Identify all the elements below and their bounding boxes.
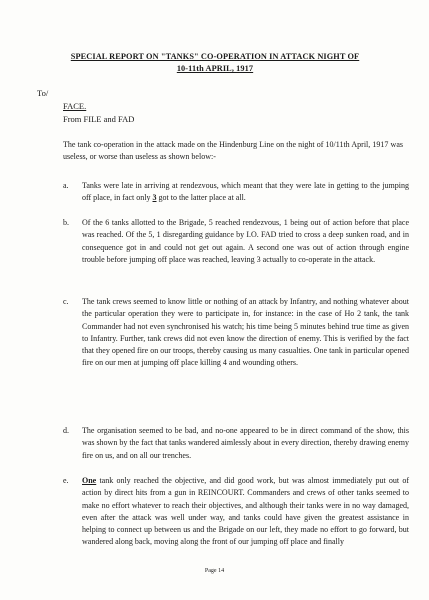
report-title (40, 51, 390, 75)
item-text: Of the 6 tanks allotted to the Brigade, 5 reached rendezvous, 1 being out of action before that place was reached. Of the 5, 1 disregarding guidance by I.O. FAD tried to cross a deep sunken road, and in consequence got in and could not get out again. A second one was out of action through engine trouble before jumping off place was reached, leaving 3 actually to co-operate in the attack. (82, 218, 409, 264)
item-text: One tank only reached the objective, and did good work, but was almost immediately put out of action by direct hits from a gun in REINCOURT. Commanders and crews of other tanks seemed to make no effort whatever to reach their objectives, and although their tanks were in no way damaged, even after the attack was well under way, and tanks could have given the greatest assistance in helping to connect up between us and the Brigade on our left, they made no effort to go forward, but wandered along back, moving along the front of our jumping off place and finally (82, 476, 409, 547)
recipient: FACE. (63, 101, 87, 111)
emphasis: 3 (152, 193, 157, 203)
item-letter: d. (63, 426, 69, 435)
intro-paragraph: The tank co-operation in the attack made on the Hindenburg Line on the night of 10/11th April, 1917 was useless, or worse than useless as shown below:- (63, 140, 403, 162)
item-letter: c. (63, 297, 69, 306)
item-e (63, 475, 409, 549)
item-letter: e. (63, 476, 69, 485)
item-text: The organisation seemed to be bad, and no-one appeared to be in direct command of the show, this was shown by the fact that tanks wandered aimlessly about in every direction, thereby drawing enemy fire on us, and on all our trenches. (82, 426, 410, 460)
item-c (63, 296, 409, 370)
title-line-1: SPECIAL REPORT ON "TANKS" CO-OPERATION IN ATTACK NIGHT OF (70, 52, 360, 61)
to-label: To/ (37, 88, 49, 98)
page-number: Page 14 (204, 568, 225, 574)
item-b (63, 217, 409, 266)
item-text: Tanks were late in arriving at rendezvous, which meant that they were late in getting to the jumping off place, in fact only 3 got to the latter place at all. (82, 181, 409, 203)
item-letter: a. (63, 181, 69, 190)
item-text: The tank crews seemed to know little or nothing of an attack by Infantry, and nothing whatever about the particular operation they were to participate in, for instance: in the case of Ho 2 tank, the tank Commander had not even synchronised his watch; his time being 5 minutes behind true time as given to Infantry. Further, tank crews did not even know the direction of enemy. This is verified by the fact that they opened fire on our troops, thereby causing us many casualties. One tank in particular opened fire on our men at jumping off place killing 4 and wounding others. (82, 297, 409, 368)
emphasis: One (82, 476, 97, 485)
sender: From FILE and FAD (63, 114, 135, 124)
title-line-2: 10-11th APRIL, 1917 (176, 64, 254, 73)
item-d (63, 425, 409, 462)
item-a (63, 180, 409, 205)
item-letter: b. (63, 218, 69, 227)
